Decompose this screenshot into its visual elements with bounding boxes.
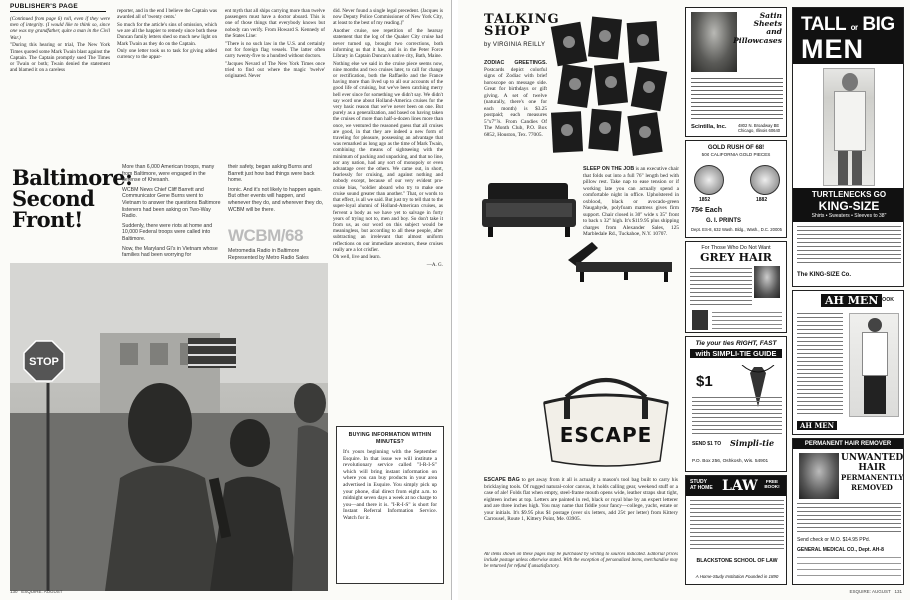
- ahmen-look: LOOK: [879, 297, 894, 303]
- magazine-label-left: ESQUIRE: AUGUST: [21, 589, 63, 594]
- section-header: PUBLISHER'S PAGE: [10, 3, 106, 12]
- tall-big-men-ad: [792, 7, 904, 287]
- gold-address: Dept. ES-8, 632 Wash. Bldg., Wash., D.C. 20005: [691, 227, 782, 232]
- gold-rush-ad: [685, 140, 787, 238]
- gold-subtitle: 50¢ CALIFORNIA GOLD PIECES: [701, 152, 771, 157]
- satin-brand: Scintilla, Inc.: [691, 124, 727, 130]
- gold-vendor: G. I. PRINTS: [706, 218, 742, 224]
- ahmen-model-photo: [849, 313, 899, 417]
- zodiac-postcards-illustration: [550, 14, 676, 159]
- tall-headline: [801, 14, 895, 36]
- law-study: [690, 479, 713, 491]
- stop-sign-text: STOP: [29, 356, 59, 368]
- ad-copy-para-3: Suddenly, there were riots at home and 10,000 Federal troops were called into Baltimore.: [122, 222, 213, 242]
- column-4: [333, 8, 443, 418]
- turtle-line: TURTLENECKS GO: [811, 190, 887, 199]
- gold-price: 75¢ Each: [691, 205, 723, 214]
- buying-info-title: BUYING INFORMATION WITHIN MINUTES?: [348, 432, 432, 445]
- ahmen-title: AH MEN: [821, 294, 882, 307]
- ad-copy-para-4: Now, the Maryland GI's in Vietnam whose families had been worrying for: [122, 245, 218, 259]
- satin-title-2: Sheets: [753, 19, 782, 29]
- buying-info-body: It's yours beginning with the September Esquire. In that issue we will institute a revolutionary service called "I-R-I-S" which will bring instant information on where you can buy products in your area advertised in Esquire. You simply pick up your phone, dial direct from eight a.m. to midnight seven days a week at no charge to you—and there it is. "I-R-I-S" is short for Instant Referral Information Service. Watch for it.: [343, 449, 437, 521]
- col2-para-2: So much for the article's sins of omission, which we are all the happier to remedy since both these Duncan family letters shed so much new light on Mark Twain as they do on the Captain.: [117, 21, 217, 47]
- perm-order-form: [797, 557, 901, 581]
- wcbm-logo: WCBM/68: [228, 226, 303, 245]
- satin-title-1: Satin: [759, 11, 782, 20]
- title-shop: SHOP: [484, 24, 531, 39]
- folio-right: [849, 589, 902, 594]
- tall-word: TALL: [801, 14, 846, 35]
- tall-or: or: [850, 23, 858, 32]
- simpli-address: P.O. Box 256, Oshkosh, Wis. 54901: [692, 459, 769, 464]
- shopping-disclaimer: All items shown on these pages may be purchased by writing to sources indicated. Editorial prices include postage unless otherwise stated. With the exception of personalized items, merchandise may be returned for refund if unsatisfactory.: [484, 552, 678, 569]
- ad-copy-para-1: More than 6,000 American troops, many from Baltimore, were engaged in the defense of Khesanh.: [122, 164, 215, 184]
- zodiac-body: Postcards depict colorful signs of Zodiac with brief horoscope on message side. Great for birthdays or gift giving. A set of twelve (naturally, there's one for each month) is $3.25 postpaid; each measures 5"x7"⅞. From Candies Of The Month Club, P.O. Box 6852, Houston, Tex. 77005.: [484, 66, 547, 138]
- headline-line-2: Second: [12, 186, 95, 211]
- satin-title-3: and: [766, 27, 782, 37]
- perm-company: GENERAL MEDICAL CO., Dept. AH-8: [797, 547, 884, 553]
- simpli-copy: [692, 397, 782, 435]
- escape-title: ESCAPE BAG: [484, 477, 520, 483]
- ah-men-ad: [792, 290, 904, 435]
- byline: by VIRGINIA REILLY: [484, 42, 546, 48]
- satin-title: [733, 12, 782, 45]
- col4-para-3: Nothing else we said in the cruise piece seems now, nine months and two cruises later, to call for change or rectification, both the Raffaello and the France having more than lived up to all our accounts of the good life of cruising, but we've been catching merry hell ever since for something we didn't say. We didn't say word one about Holland-America cruises for the very basic reason that we've never been on one. But purely as a generalization, and based on having taken the cruises of more than half-a-dozen lines more than once, we ventured the reasoned guess that all cruises are good, in that they are indeed a new form of traveling for pleasure, possessing an advantage that was remarked as long ago as the time of Mark Twain, combining the means of sightseeing with the minimum of packing and unpacking, and that no line, nor any nation, had any sort of monopoly or even advantage over the others. We came out, in short, fearlessly for cruising, and against nothing and nobody except, because of our very evident pro-cruise bias, "soldier aboard who try to make one cruise sound greater than another." That, or words to that effect, is all we said. But just try to tell that to the super-loyal alumni of Holland-American cruises, as fervent a body as we have yet to salvage in forty years of trying not to, men and boy. So don't take it from us, as our word on this subject would be meaningless, but according to all these people, after subtracting an irrelevant that almost uniform reflections on our immediate ancestors, these cruises really are a lot crisfier.: [333, 60, 443, 253]
- grey-hair-order: [712, 312, 782, 330]
- page-number-right: 131: [894, 589, 902, 594]
- zodiac-title: ZODIAC GREETINGS.: [484, 60, 547, 66]
- men-word: MEN: [801, 34, 864, 64]
- gold-coin-1: [694, 165, 724, 195]
- grey-hair-copy: [690, 268, 752, 308]
- satin-model-photo: [691, 12, 737, 72]
- simpli-price: $1: [696, 373, 713, 390]
- perm-face-photo: [799, 453, 839, 499]
- sleep-title: SLEEP ON THE JOB: [583, 166, 635, 172]
- photo-illustration: [10, 263, 328, 591]
- ahmen-copy: [797, 313, 843, 417]
- sleep-body: is an executive chair that folds out into a full 76" length bed with pillow rest. Take nap to ease tension or if working late you can actually spend a comfortable night in office. Upholstered in oxblood, black or avocado-green Naugahyde, polyfoam mattress gives firm support. Chair closed is 30" wide x 35" front to back x 32" high. It's $119.95 plus shipping charges from Alexander Sales, 125 Marbledale Rd., Tuckahoe, N.Y. 10707.: [583, 166, 679, 237]
- ad-headline: [12, 167, 132, 230]
- tall-store: The KING-SIZE Co.: [797, 272, 851, 278]
- gold-coin-2: [750, 165, 780, 195]
- escape-copy: [484, 477, 678, 539]
- simpli-tie-ad: [685, 336, 787, 472]
- wcbm-sub-2: Represented by Metro Radio Sales: [228, 254, 309, 261]
- unwanted-2: HAIR: [858, 463, 886, 473]
- title-talking: TALKING: [484, 12, 560, 27]
- perm-headline: [841, 453, 903, 493]
- unwanted-1: UNWANTED: [841, 453, 904, 463]
- perm-price: Send check or M.O. $14.95 PPd.: [797, 537, 871, 543]
- wcbm-credits: [228, 248, 328, 261]
- turtleneck-model-photo: [823, 68, 875, 186]
- grey-title-2: GREY HAIR: [700, 251, 772, 264]
- escape-bag-lettering: ESCAPE: [559, 423, 653, 447]
- simpli-send: SEND $1 TO: [692, 441, 722, 447]
- ad-copy-para-6: Ironic. And it's not likely to happen again. But other events will happen, and whenever they do, and wherever they do, WCBM will be there.: [228, 186, 324, 213]
- perm-copy: [797, 503, 901, 533]
- law-free-book: FREE BOOK!: [764, 479, 780, 490]
- headline-line-1: Baltimore:: [12, 165, 133, 190]
- satin-price-list: [691, 78, 783, 120]
- ad-copy-para-2: WCBM News Chief Cliff Barrett and Communicator Gene Burns went to Vietnam to answer the questions Baltimore listeners had been asking on Two-Way Radio.: [122, 186, 221, 220]
- headline-line-3: Front!: [12, 207, 83, 232]
- law-tagline: A Home-Study Institution Founded in 1890: [695, 574, 779, 579]
- col3-para-2: "There is no such law in the U.S. and certainly not for foreign flag vessels. The latter often carry twenty-five to a hundred without doctors.: [225, 40, 325, 59]
- col3-para-3: "Jacques Nevard of The New York Times once tried to find out where the magic 'twelve' originated. Never: [225, 60, 325, 80]
- study-law-ad: [685, 475, 787, 585]
- tall-sizes-line: Shirts • Sweaters • Sleeves to 38": [811, 213, 887, 219]
- grey-title-1: For Those Who Do Not Want: [701, 245, 771, 251]
- gold-year-1: 1852: [699, 197, 711, 203]
- col4-para-1: did. Never found a single legal precedent. (Jacques is now Deputy Police Commissioner of New York City, at least to the best of my reading.)": [333, 8, 443, 27]
- sleep-copy: [583, 166, 679, 262]
- col1-para-1: (Continued from page 6) roll, even if they were men of integrity. (I would like to think so, since one was my grandfather, quite a man in the Civil War.): [10, 16, 110, 41]
- law-school: BLACKSTONE SCHOOL OF LAW: [696, 558, 778, 564]
- hair-remover-ad: [792, 438, 904, 585]
- magazine-label-right: ESQUIRE: AUGUST: [849, 589, 891, 594]
- col2-para-3: Only one letter took us to task for giving added currency to the appar-: [117, 48, 217, 61]
- buying-info-box: [336, 426, 444, 584]
- satin-address: 4802 N. Broadway BE Chicago, Illinois 60640: [738, 123, 781, 134]
- executive-chair-illustration: [478, 173, 580, 243]
- ad-copy-column-2: [228, 164, 326, 216]
- simpli-brand: Simpli-tie: [730, 438, 775, 448]
- satin-sheets-ad: [685, 7, 787, 137]
- col4-para-4: Oh well, live and learn.: [333, 254, 381, 261]
- ahmen-footer-logo: AH MEN: [797, 421, 837, 430]
- king-size-line: KING-SIZE: [818, 199, 880, 213]
- simpli-title-1: Tie your ties RIGHT, FAST: [695, 340, 777, 347]
- wcbm-sub-1: Metromedia Radio in Baltimore: [228, 248, 300, 254]
- signoff: —A. G.: [426, 262, 443, 269]
- col1-para-2: "During this hearing or trial, The New York Times quoted some Mark Twain blast against the Captain. The Captain promptly sued The Times or Twain or both; Twain denied the statement and blamed it on a careless: [10, 42, 110, 74]
- law-word: LAW: [722, 478, 758, 494]
- law-study-1: STUDY: [690, 479, 707, 485]
- column-1: [10, 16, 110, 121]
- col2-para-1: reporter, and in the end I believe the Captain was awarded all of 'twenty cents.': [117, 8, 217, 21]
- gold-year-2: 1882: [756, 197, 768, 203]
- grey-hair-photo: [754, 266, 780, 298]
- col3-para-1: ent myth that all ships carrying more than twelve passengers must have a doctor aboard. This is one of those things that everybody knows but nobody can verify. From Howard S. Kennedy of the States Line:: [225, 8, 325, 39]
- perm-title: PERMANENT HAIR REMOVER: [793, 439, 903, 449]
- escape-bag-illustration: [536, 363, 676, 471]
- zodiac-copy: [484, 60, 547, 168]
- column-title: [484, 14, 560, 38]
- tall-copy: [797, 226, 901, 266]
- unwanted-3: PERMANENTLY: [841, 473, 904, 482]
- ad-copy-para-5: their safety, began asking Burns and Barrett just how bad things were back home.: [228, 164, 315, 184]
- col4-para-2: Another cruise, see repetition of the hearsay statement that the log of the Quaker City cruise had never turned up, brought two corrections, both informing us that it has, and is in the Peter Force Library in Captain Duncan's native city, Bath, Maine.: [333, 28, 443, 59]
- satin-title-4: Pillowcases: [733, 35, 782, 45]
- gold-title: GOLD RUSH OF 68!: [707, 145, 765, 151]
- column-2: [117, 8, 217, 121]
- right-page: [458, 0, 910, 600]
- grey-hair-ad: [685, 241, 787, 333]
- escape-body: to get away from it all is actually a mason's tool bag built to carry his bricklaying tools. Of rugged natural-color canvas, it holds calling gear, weekend stuff or a case of ale! Folds flat when empty, steel-frame mouth opens wide, leather straps shut tight, eighteen inches at top. Letters are painted in red, black or royal blue by an expert letterer and are three inches high. You may name that fiddle your fancy—college, yacht, estate or your initials. It's $9.95 plus $1 postage (over six letters, add 25¢ per letter) from Kittery Carrousel, Route 1, Kittery Point, Me. 03905.: [484, 477, 678, 522]
- grey-hair-bottle: [692, 310, 708, 330]
- page-number-left: 130: [10, 589, 18, 594]
- street-photo: [10, 263, 328, 591]
- big-word: BIG: [862, 14, 895, 35]
- simpli-title-2: with SIMPLI-TIE GUIDE: [690, 349, 782, 358]
- left-page: [0, 0, 452, 600]
- folio-left: [10, 589, 63, 594]
- law-copy: [690, 500, 784, 552]
- law-study-2: AT HOME: [690, 485, 713, 491]
- column-3: [225, 8, 325, 121]
- ad-copy-column-1: [122, 164, 222, 262]
- unwanted-4: REMOVED: [851, 483, 893, 492]
